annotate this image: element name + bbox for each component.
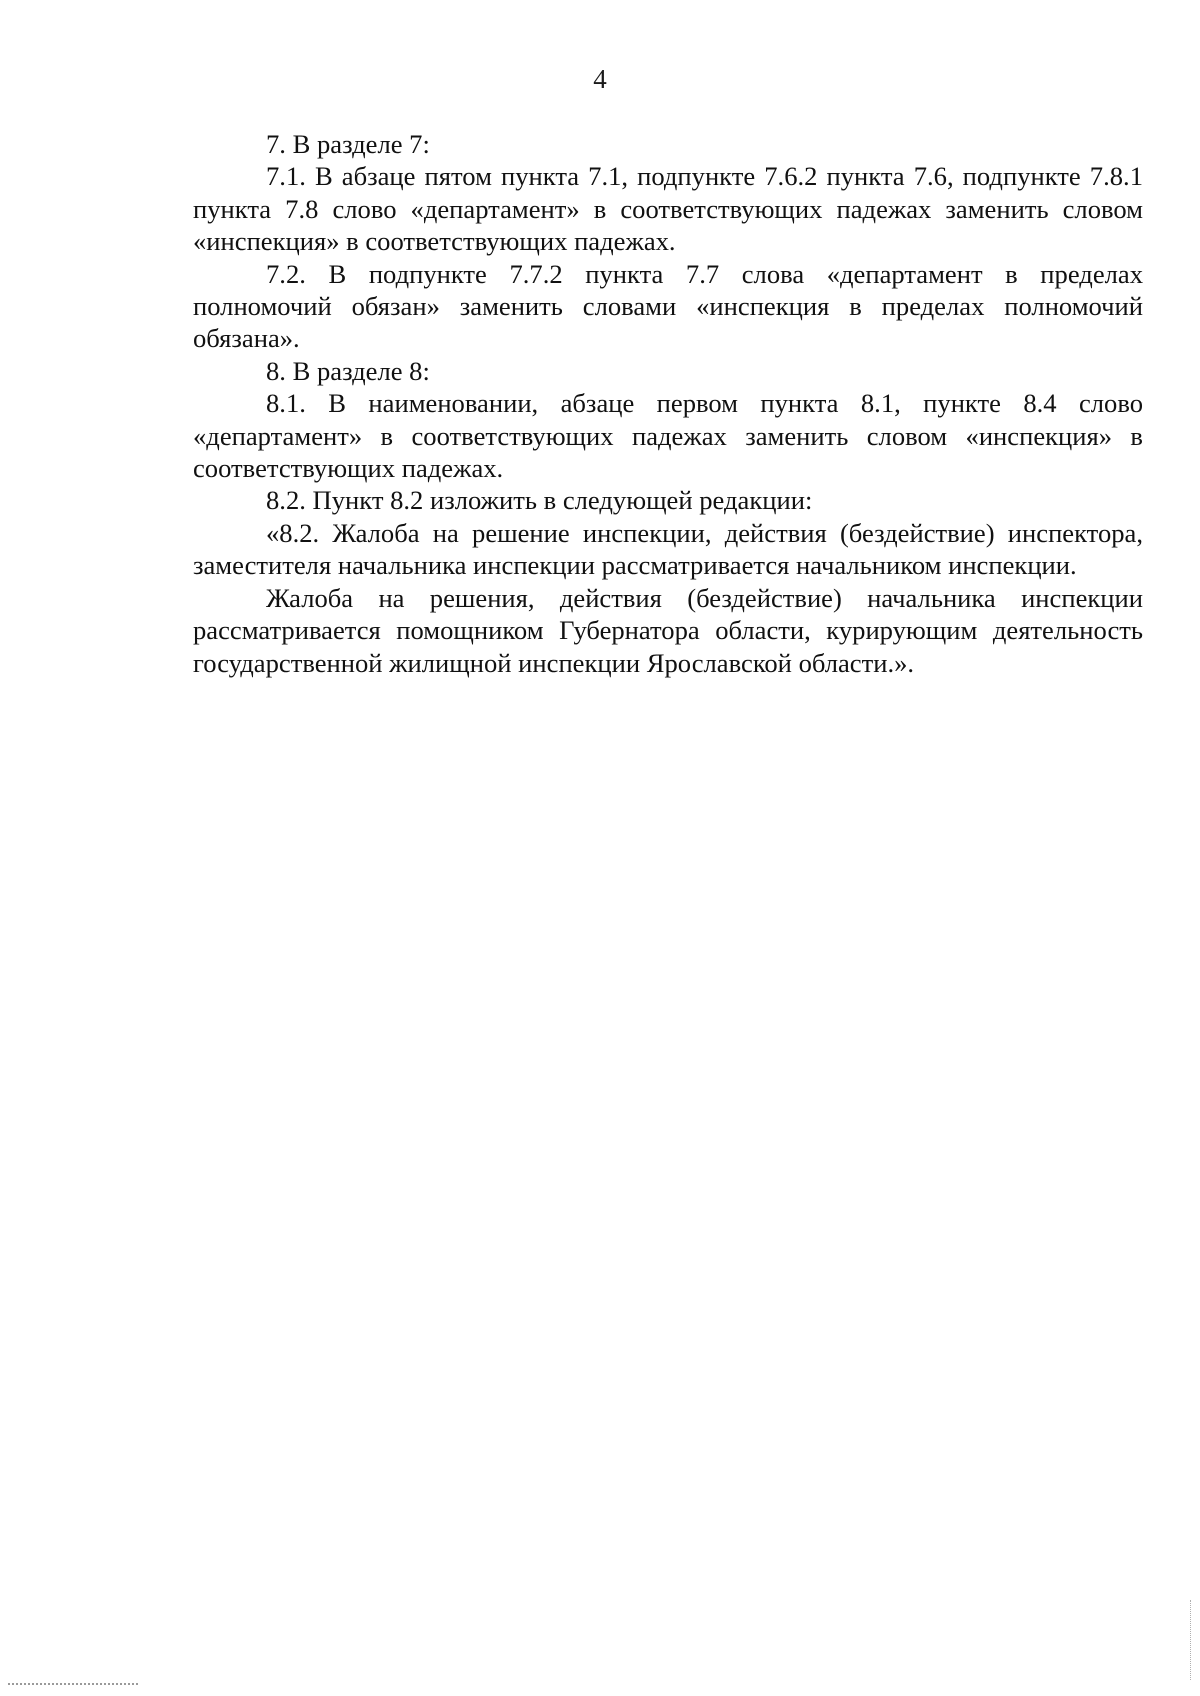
paragraph-8-2: 8.2. Пункт 8.2 изложить в следующей редакции: [266,485,813,516]
paragraph-section-8: 8. В разделе 8: [266,355,430,386]
paragraph-7-2: 7.2. В подпункте 7.7.2 пункта 7.7 слова «департамент в пределах полномочий обязан» заменить словами «инспекция в пределах полномочий обязана». [193,258,1143,354]
paragraph-complaint-head: Жалоба на решения, действия (бездействие) начальника инспекции рассматривается помощником Губернатора области, курирующим деятельность государственной жилищной инспекции Ярославской области.». [193,582,1143,678]
page-number: 4 [593,64,607,94]
document-body [193,128,1143,679]
paragraph-section-7: 7. В разделе 7: [266,129,430,159]
scan-artifact-right [1190,1600,1193,1680]
scan-artifact-bottom [8,1683,138,1688]
paragraph-7-1: 7.1. В абзаце пятом пункта 7.1, подпункте 7.6.2 пункта 7.6, подпункте 7.8.1 пункта 7.8 слово «департамент» в соответствующих падежах заменить словом «инспекция» в соответствующих падежах. [193,161,1143,257]
paragraph-8-1: 8.1. В наименовании, абзаце первом пункта 8.1, пункте 8.4 слово «департамент» в соответствующих падежах заменить словом «инспекция» в соответствующих падежах. [193,388,1143,484]
paragraph-8-2-quote: «8.2. Жалоба на решение инспекции, действия (бездействие) инспектора, заместителя начальника инспекции рассматривается начальником инспекции. [193,517,1143,581]
